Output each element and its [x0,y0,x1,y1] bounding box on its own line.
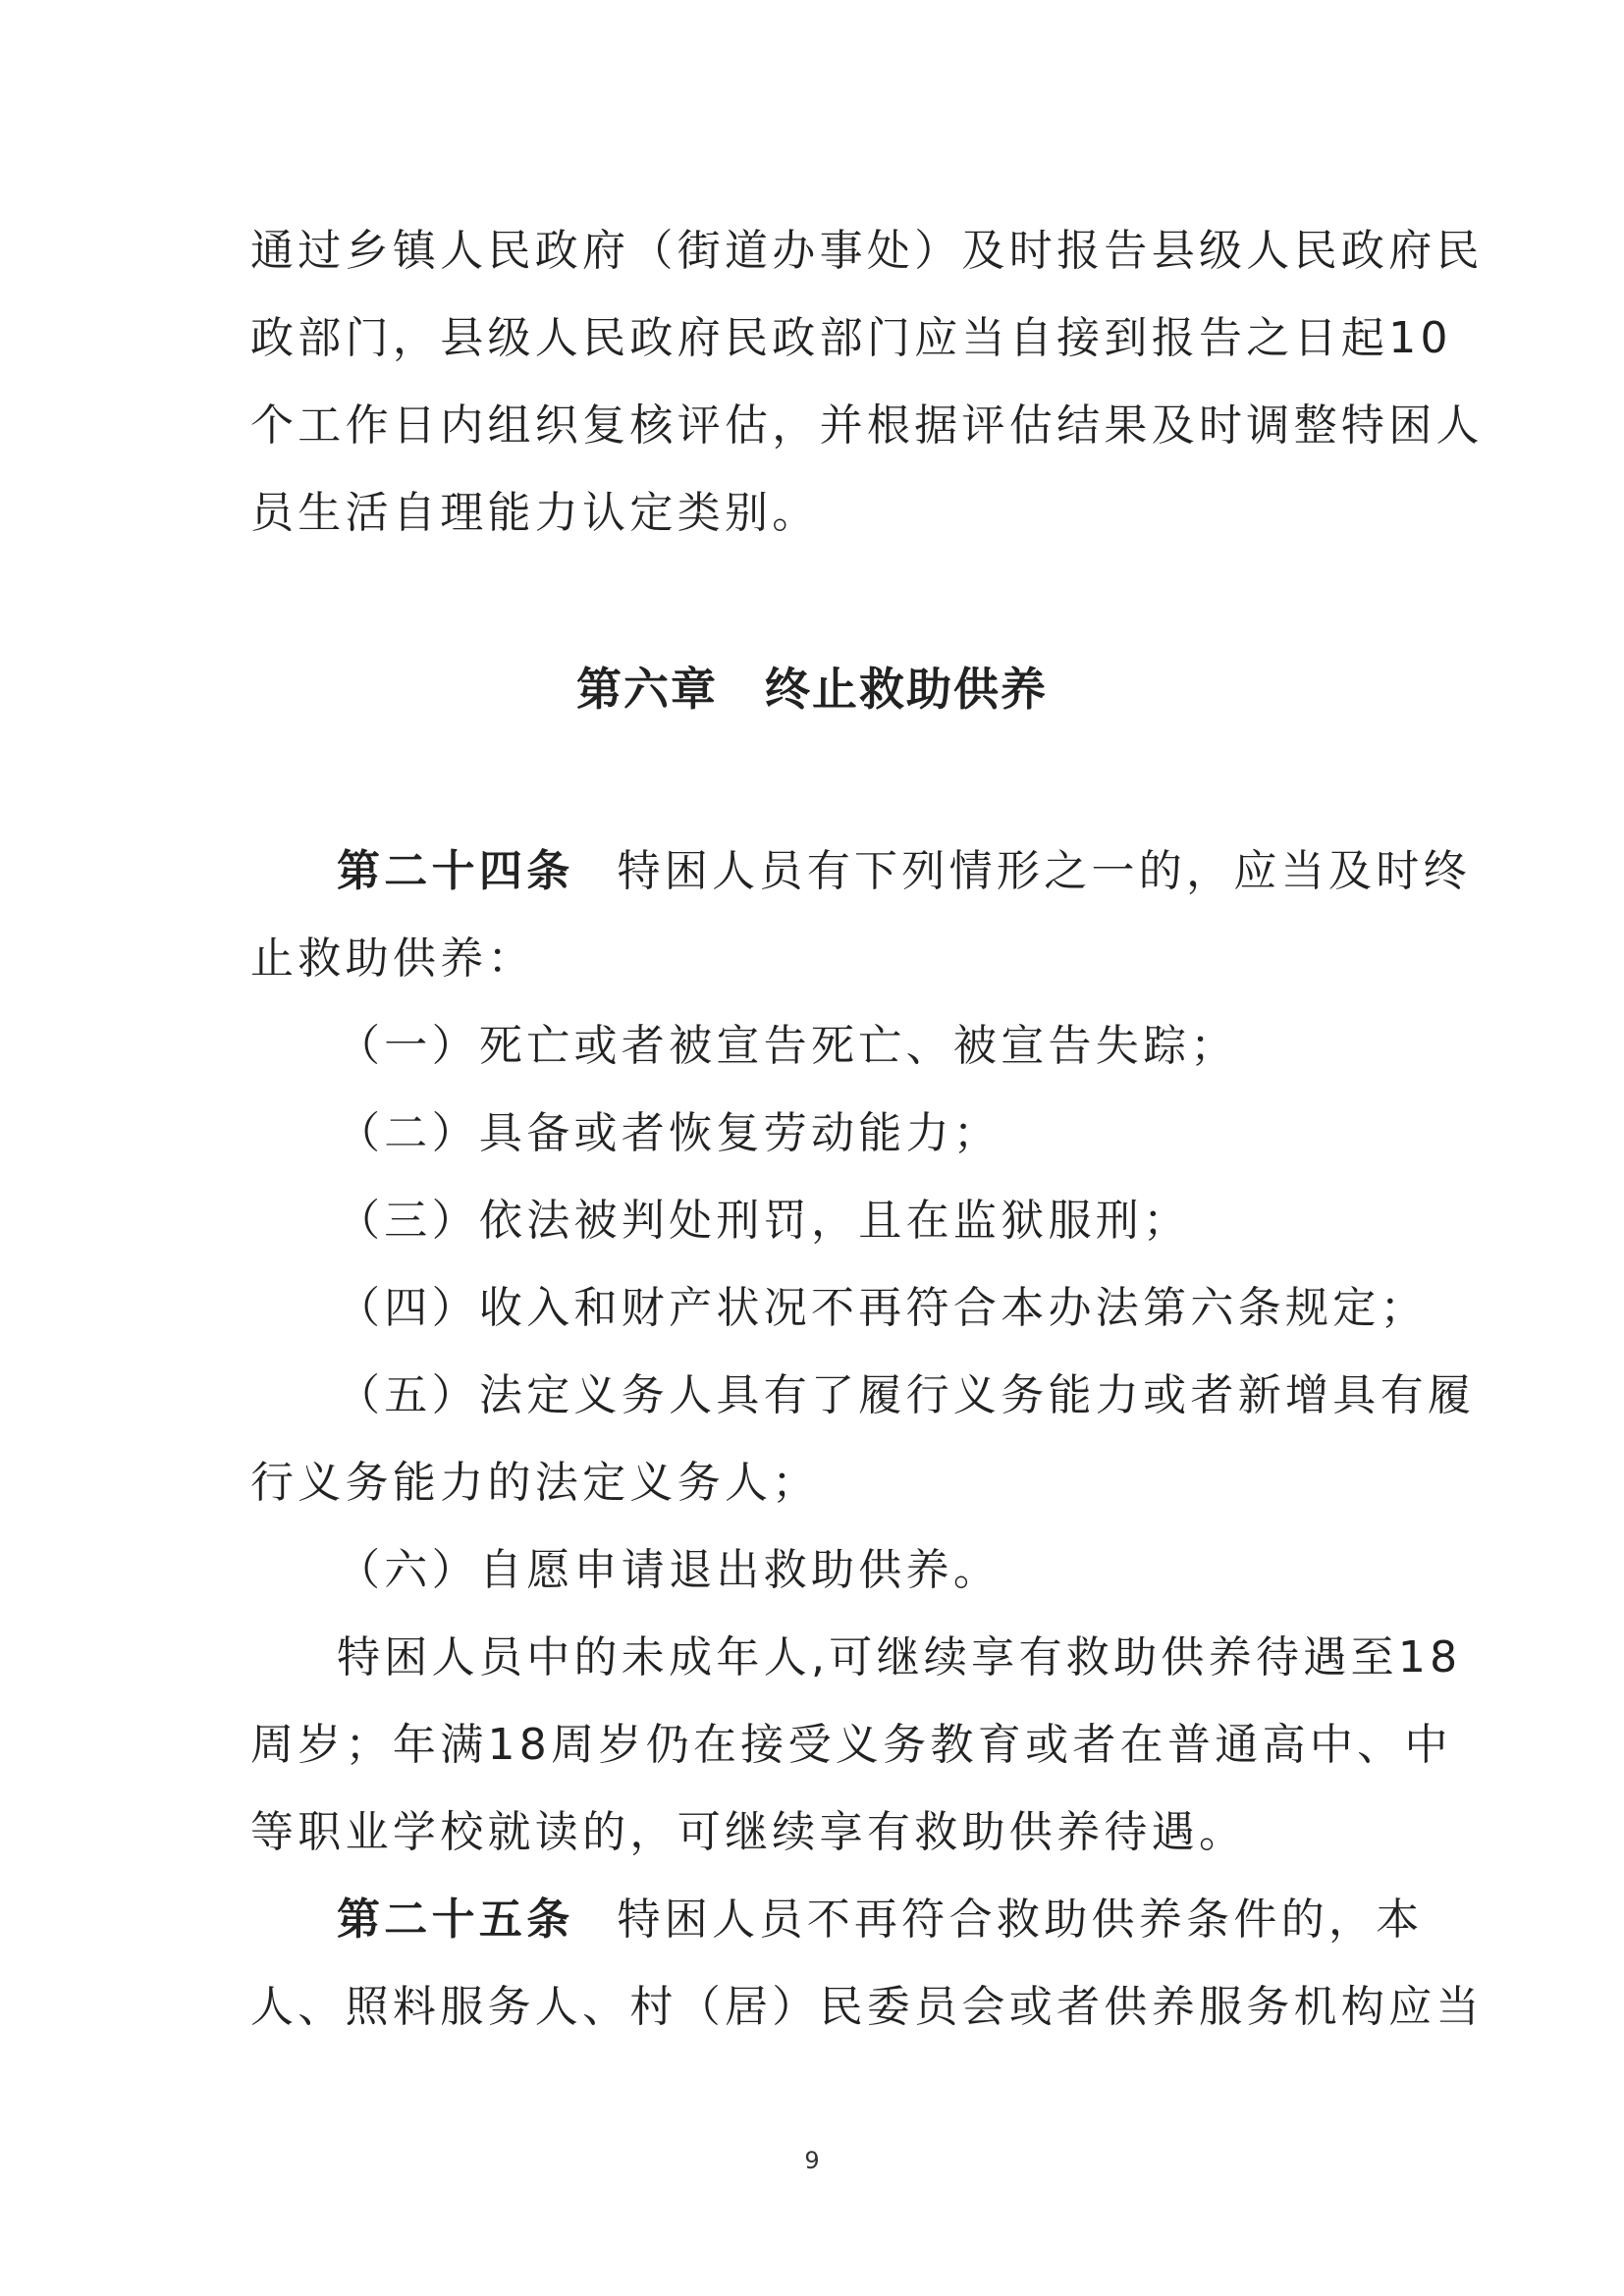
list-item: （二）具备或者恢复劳动能力； [337,1108,1001,1158]
paragraph-line: 周岁；年满18周岁仍在接受义务教育或者在普通高中、中 [250,1720,1452,1770]
article-24-heading: 第二十四条 [337,846,574,896]
article-25-line-2: 人、照料服务人、村（居）民委员会或者供养服务机构应当 [250,1982,1484,2032]
list-item: （五）法定义务人具有了履行义务能力或者新增具有履 [337,1370,1476,1420]
paragraph-line: 等职业学校就读的，可继续享有救助供养待遇。 [250,1807,1247,1857]
article-24-text: 特困人员有下列情形之一的，应当及时终 [617,846,1471,896]
paragraph-line: 员生活自理能力认定类别。 [250,488,820,538]
list-item: （四）收入和财产状况不再符合本办法第六条规定； [337,1283,1428,1333]
list-item: （一）死亡或者被宣告死亡、被宣告失踪； [337,1021,1238,1071]
paragraph-line: 政部门，县级人民政府民政部门应当自接到报告之日起10 [250,313,1452,363]
article-25-text: 特困人员不再符合救助供养条件的，本 [617,1895,1424,1945]
article-25-line-1 [337,1891,1424,1949]
chapter-title: 第六章 终止救助供养 [576,663,1048,716]
article-25-heading: 第二十五条 [337,1895,574,1945]
paragraph-line: 通过乡镇人民政府（街道办事处）及时报告县级人民政府民 [250,226,1484,276]
article-24-line-2: 止救助供养： [250,934,535,984]
page-number: 9 [804,2147,820,2174]
list-item: （六）自愿申请退出救助供养。 [337,1545,1001,1595]
paragraph-line: 特困人员中的未成年人,可继续享有救助供养待遇至18 [337,1632,1462,1682]
list-item-continuation: 行义务能力的法定义务人； [250,1458,820,1508]
article-24-line-1 [337,842,1471,901]
paragraph-line: 个工作日内组织复核评估，并根据评估结果及时调整特困人 [250,400,1484,451]
list-item: （三）依法被判处刑罚，且在监狱服刑； [337,1196,1191,1246]
